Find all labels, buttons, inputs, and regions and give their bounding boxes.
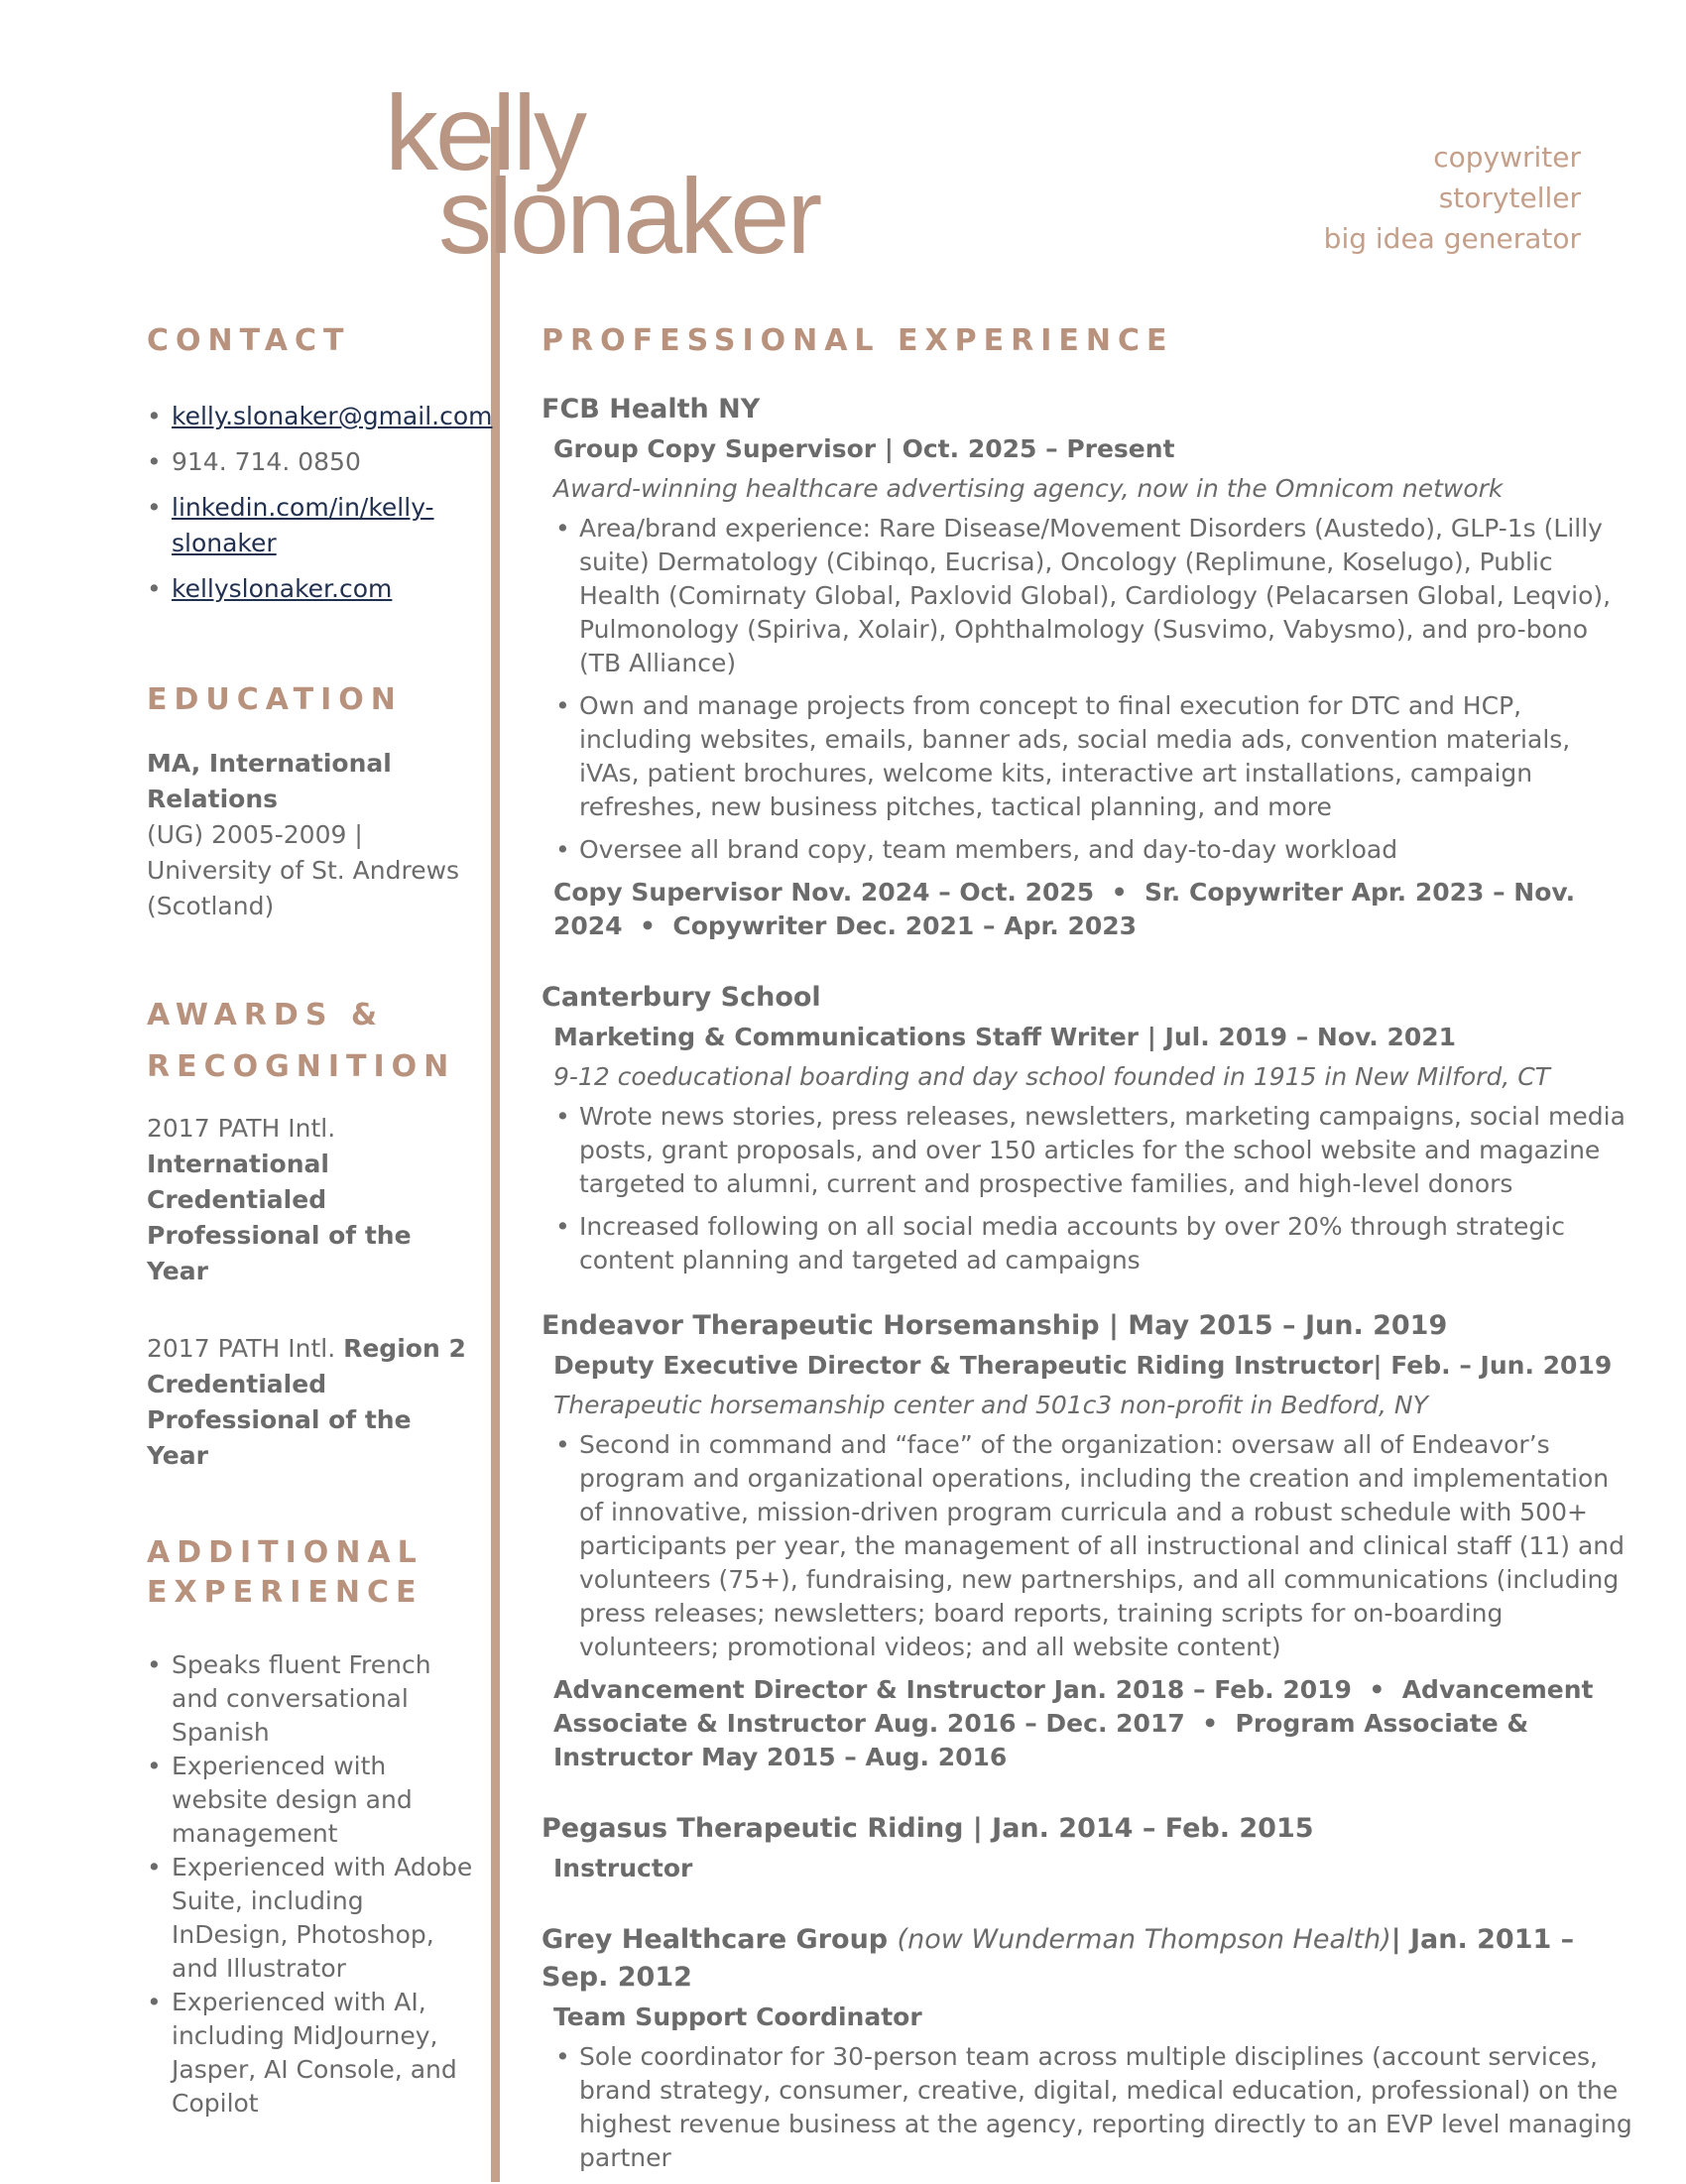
awards-heading	[147, 990, 474, 1093]
previous-roles: Copy Supervisor Nov. 2024 – Oct. 2025 • Sr. Copywriter Apr. 2023 – Nov. 2024 • Copywriter Dec. 2021 – Apr. 2023	[553, 878, 1584, 940]
list-item: • Increased following on all social media accounts by over 20% through strategic content planning and targeted ad campaigns	[553, 1210, 1632, 1277]
job-entry	[542, 1307, 1632, 1774]
list-item: • Experienced with AI, including MidJourney, Jasper, AI Console, and Copilot	[147, 1986, 474, 2121]
experience-section	[542, 315, 1632, 2184]
company-dates: | Jan. 2011 – Sep. 2012	[542, 1924, 1575, 1993]
email-link[interactable]: kelly.slonaker@gmail.com	[172, 402, 493, 430]
list-item: • Own and manage projects from concept to final execution for DTC and HCP, including websites, emails, banner ads, social media ads, convention materials, iVAs, patient brochures, welcome kits, interactive art installations, campaign refreshes, new business pitches, tactical planning, and more	[553, 689, 1632, 824]
tagline: storyteller	[1438, 182, 1581, 214]
experience-heading: PROFESSIONAL EXPERIENCE	[542, 323, 1174, 358]
taglines	[1324, 137, 1581, 259]
contact-linkedin-item	[147, 490, 474, 561]
company-name: Canterbury School	[542, 982, 821, 1013]
award-title: Region 2 Credentialed Professional of the Year	[147, 1334, 466, 1470]
award-title: International Credentialed Professional of the Year	[147, 1150, 412, 1285]
company-name: Endeavor Therapeutic Horsemanship | May 2015 – Jun. 2019	[542, 1310, 1448, 1341]
contact-heading: CONTACT	[147, 323, 351, 358]
additional-heading-line2: EXPERIENCE	[147, 1575, 423, 1610]
list-item: • Area/brand experience: Rare Disease/Movement Disorders (Austedo), GLP-1s (Lilly suite) Dermatology (Cibinqo, Eucrisa), Oncology (Replimune, Koselugo), Public Health (Comirnaty Global, Paxlovid Global), Cardiology (Pelacarsen Global, Leqvio), Pulmonology (Spiriva, Xolair), Ophthalmology (Susvimo, Vabysmo), and pro-bono (TB Alliance)	[553, 512, 1632, 680]
job-bullets	[553, 1428, 1632, 1664]
contact-list	[147, 399, 493, 607]
awards-heading-line1: AWARDS &	[147, 998, 385, 1032]
tagline: copywriter	[1433, 141, 1581, 174]
job-role: Group Copy Supervisor | Oct. 2025 – Present	[553, 434, 1175, 463]
list-item: • Experienced with Adobe Suite, including InDesign, Photoshop, and Illustrator	[147, 1851, 474, 1986]
job-entry	[542, 979, 1632, 1277]
job-entry	[542, 1810, 1632, 1885]
additional-heading-line1: ADDITIONAL	[147, 1535, 423, 1570]
job-role: Deputy Executive Director & Therapeutic Riding Instructor| Feb. – Jun. 2019	[553, 1351, 1613, 1380]
list-item: • Oversee all brand copy, team members, and day-to-day workload	[553, 833, 1632, 867]
education-entry	[147, 746, 474, 924]
additional-list	[147, 1648, 474, 2121]
award-entry	[147, 1111, 474, 1289]
job-bullets	[553, 1100, 1632, 1277]
job-description: Award-winning healthcare advertising agency, now in the Omnicom network	[553, 474, 1504, 503]
website-link[interactable]: kellyslonaker.com	[172, 574, 393, 603]
award-entry	[147, 1331, 474, 1474]
job-bullets	[553, 512, 1632, 867]
job-description: Therapeutic horsemanship center and 501c3 non-profit in Bedford, NY	[553, 1391, 1428, 1419]
list-item: • Speaks fluent French and conversational Spanish	[147, 1648, 474, 1750]
job-bullets	[553, 2040, 1632, 2175]
tagline: big idea generator	[1323, 222, 1581, 255]
job-entry	[542, 391, 1632, 943]
previous-roles: Advancement Director & Instructor Jan. 2018 – Feb. 2019 • Advancement Associate & Instructor Aug. 2016 – Dec. 2017 • Program Associate & Instructor May 2015 – Aug. 2016	[553, 1675, 1603, 1771]
divider-bar	[491, 127, 500, 2182]
job-role: Instructor	[553, 1854, 693, 1882]
job-entry	[542, 1921, 1632, 2175]
list-item: • Sole coordinator for 30-person team across multiple disciplines (account services, brand strategy, consumer, creative, digital, medical education, professional) on the highest revenue business at the agency, reporting directly to an EVP level managing partner	[553, 2040, 1632, 2175]
job-role: Marketing & Communications Staff Writer | Jul. 2019 – Nov. 2021	[553, 1023, 1457, 1051]
education-degree: MA, International Relations	[147, 749, 392, 813]
award-prefix: 2017 PATH Intl.	[147, 1114, 336, 1143]
last-name: slonaker	[438, 156, 820, 276]
award-prefix: 2017 PATH Intl.	[147, 1334, 336, 1363]
list-item: • Wrote news stories, press releases, newsletters, marketing campaigns, social media posts, grant proposals, and over 150 articles for the school website and magazine targeted to alumni, current and prospective families, and high-level donors	[553, 1100, 1632, 1201]
first-name: kelly	[385, 72, 585, 192]
additional-heading	[147, 1533, 474, 1613]
education-heading: EDUCATION	[147, 682, 403, 717]
list-item: • Experienced with website design and management	[147, 1750, 474, 1851]
contact-phone-item: • 914. 714. 0850	[147, 444, 474, 480]
sidebar	[147, 315, 493, 2121]
linkedin-link[interactable]: linkedin.com/in/kelly-slonaker	[172, 493, 434, 557]
contact-website-item	[147, 571, 474, 607]
awards-heading-line2: RECOGNITION	[147, 1049, 456, 1084]
job-description: 9-12 coeducational boarding and day school founded in 1915 in New Milford, CT	[553, 1062, 1550, 1091]
company-name: FCB Health NY	[542, 394, 761, 425]
company-note: (now Wunderman Thompson Health)	[897, 1924, 1391, 1955]
company-name	[542, 1921, 1632, 1997]
contact-email-item	[147, 399, 493, 434]
list-item: • Second in command and “face” of the organization: oversaw all of Endeavor’s program and organizational operations, including the creation and implementation of innovative, mission-driven program curricula and a robust schedule with 500+ participants per year, the management of all instructional and clinical staff (11) and volunteers (75+), fundraising, new partnerships, and all communications (including press releases; newsletters; board reports, training scripts for on-boarding volunteers; promotional videos; and all website content)	[553, 1428, 1632, 1664]
company-name: Pegasus Therapeutic Riding | Jan. 2014 – Feb. 2015	[542, 1813, 1314, 1844]
job-role: Team Support Coordinator	[553, 2002, 922, 2031]
education-details: (UG) 2005-2009 | University of St. Andrews (Scotland)	[147, 820, 460, 920]
company-name-text: Grey Healthcare Group	[542, 1924, 889, 1955]
